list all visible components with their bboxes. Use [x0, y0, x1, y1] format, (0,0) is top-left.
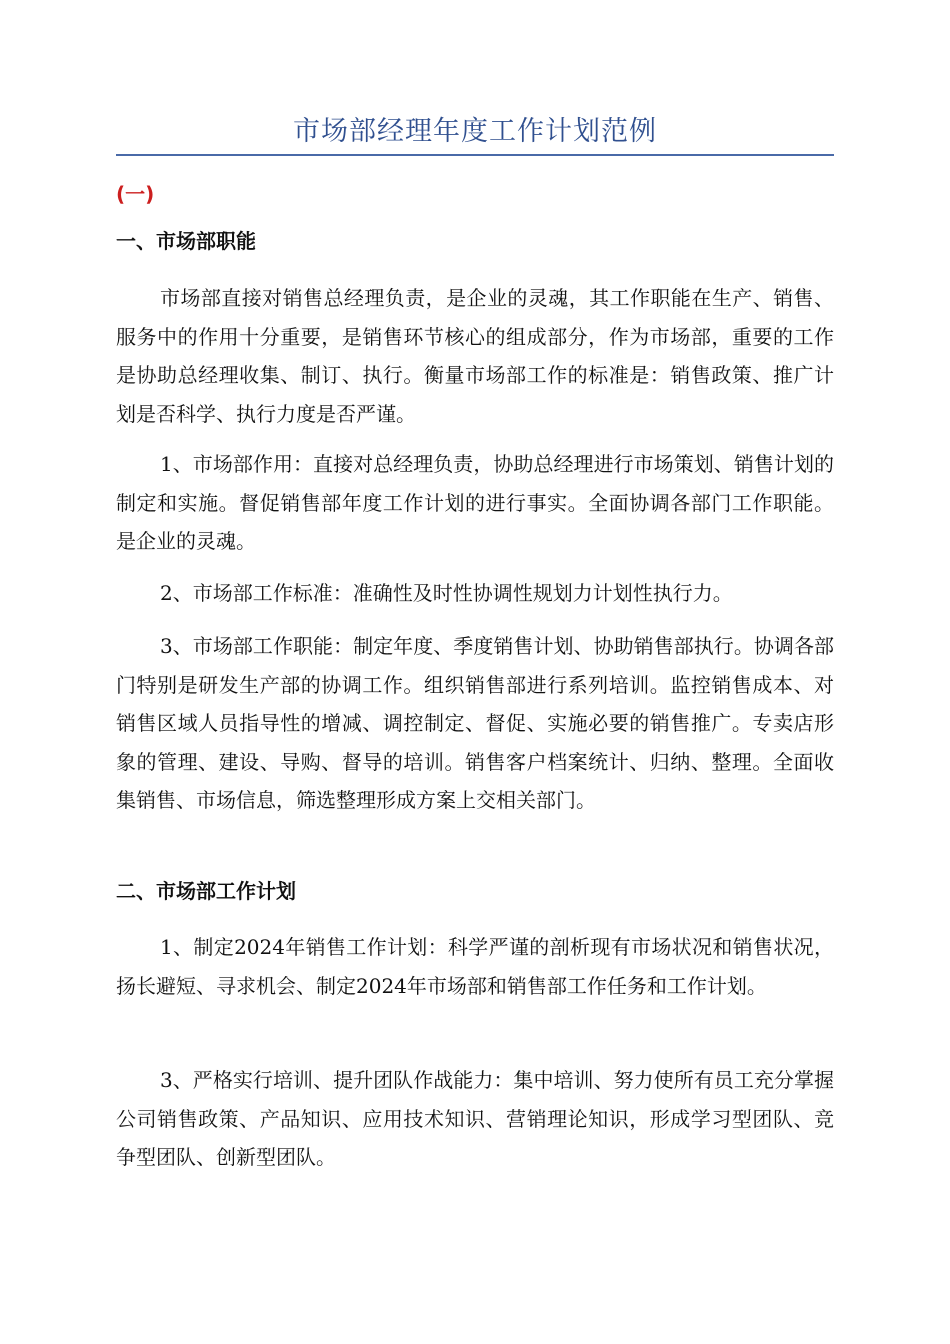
section-marker: (一) [116, 182, 155, 206]
section-heading-1: 一、市场部职能 [116, 229, 256, 253]
title-divider [116, 154, 834, 156]
paragraph-1-4: 3、市场部工作职能：制定年度、季度销售计划、协助销售部执行。协调各部门特别是研发生产部的协调工作。组织销售部进行系列培训。监控销售成本、对销售区域人员指导性的增减、调控制定、督促、实施必要的销售推广。专卖店形象的管理、建设、导购、督导的培训。销售客户档案统计、归纳、整理。全面收集销售、市场信息，筛选整理形成方案上交相关部门。 [116, 634, 834, 812]
paragraph-2-1: 1、制定2024年销售工作计划：科学严谨的剖析现有市场状况和销售状况，扬长避短、寻求机会、制定2024年市场部和销售部工作任务和工作计划。 [116, 935, 834, 998]
paragraph-1-1: 市场部直接对销售总经理负责，是企业的灵魂，其工作职能在生产、销售、服务中的作用十分重要，是销售环节核心的组成部分，作为市场部，重要的工作是协助总经理收集、制订、执行。衡量市场部工作的标准是：销售政策、推广计划是否科学、执行力度是否严谨。 [116, 286, 834, 426]
paragraph-1-3: 2、市场部工作标准：准确性及时性协调性规划力计划性执行力。 [160, 581, 733, 605]
section-heading-2: 二、市场部工作计划 [116, 879, 296, 903]
paragraph-1-2: 1、市场部作用：直接对总经理负责，协助总经理进行市场策划、销售计划的制定和实施。督促销售部年度工作计划的进行事实。全面协调各部门工作职能。是企业的灵魂。 [116, 452, 834, 553]
paragraph-2-2: 3、严格实行培训、提升团队作战能力：集中培训、努力使所有员工充分掌握公司销售政策、产品知识、应用技术知识、营销理论知识，形成学习型团队、竞争型团队、创新型团队。 [116, 1068, 834, 1169]
document-title: 市场部经理年度工作计划范例 [293, 116, 657, 147]
